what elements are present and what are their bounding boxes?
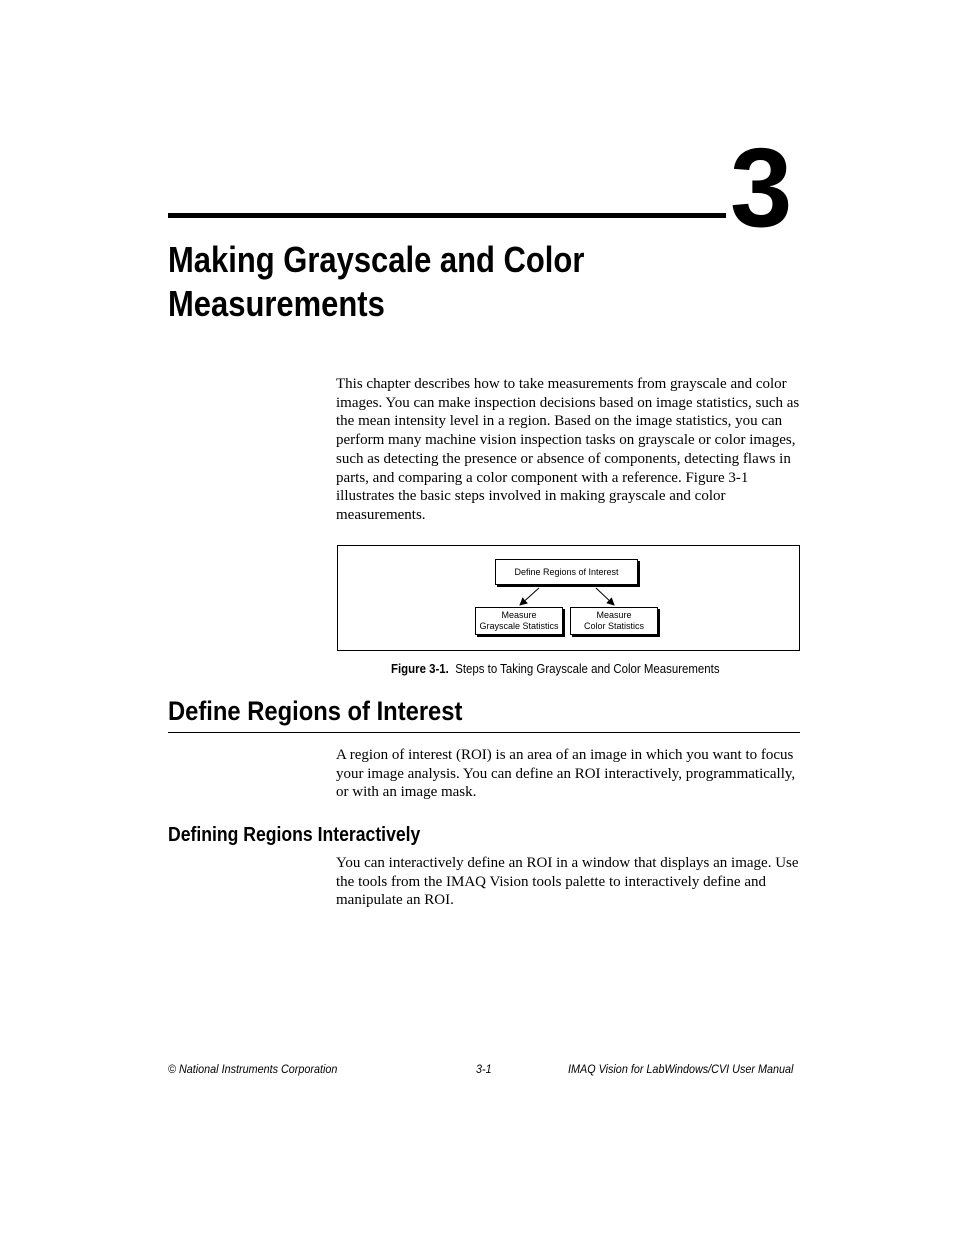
node-measure-color	[570, 607, 658, 635]
figure-caption-label: Figure 3-1.	[391, 661, 449, 676]
figure-3-1	[337, 545, 800, 651]
arrow-to-grayscale	[520, 588, 539, 605]
footer-copyright: © National Instruments Corporation	[168, 1062, 338, 1076]
section-heading-define-roi: Define Regions of Interest	[168, 696, 463, 726]
figure-caption	[391, 660, 720, 678]
intro-paragraph: This chapter describes how to take measurements from grayscale and color images. You can make inspection decisions based on image statistics, such as the mean intensity level in a region. Based on the image statistics, you can perform many machine vision inspection tasks on grayscale or color images, such as detecting the presence or absence of components, detecting flaws in parts, and comparing a color component with a reference. Figure 3-1 illustrates the basic steps involved in making grayscale and color measurements.	[336, 376, 800, 523]
section-define-roi-body: A region of interest (ROI) is an area of an image in which you want to focus your image analysis. You can define an ROI interactively, programmatically, or with an image mask.	[336, 747, 796, 801]
node-define-roi	[495, 559, 638, 585]
subsection-interactive-body: You can interactively define an ROI in a window that displays an image. Use the tools from the IMAQ Vision tools palette to interactively define and manipulate an ROI.	[336, 855, 799, 909]
chapter-number: 3	[730, 125, 791, 250]
section-rule	[168, 732, 800, 733]
node-measure-grayscale	[475, 607, 563, 635]
node-gray-label-2: Grayscale Statistics	[479, 621, 559, 631]
chapter-title	[168, 238, 650, 326]
footer-page-number: 3-1	[476, 1062, 492, 1076]
chapter-rule	[168, 213, 726, 218]
figure-caption-text: Steps to Taking Grayscale and Color Measurements	[455, 661, 720, 676]
arrow-to-color	[596, 588, 614, 605]
node-define-roi-label: Define Regions of Interest	[514, 567, 619, 577]
node-gray-label-1: Measure	[501, 610, 537, 620]
chapter-title-line1: Making Grayscale and Color	[168, 239, 585, 280]
node-color-label-2: Color Statistics	[583, 621, 645, 631]
footer-manual-title: IMAQ Vision for LabWindows/CVI User Manual	[568, 1062, 794, 1076]
subsection-heading-interactive: Defining Regions Interactively	[168, 824, 421, 846]
chapter-title-line2: Measurements	[168, 283, 385, 324]
node-color-label-1: Measure	[596, 610, 632, 620]
